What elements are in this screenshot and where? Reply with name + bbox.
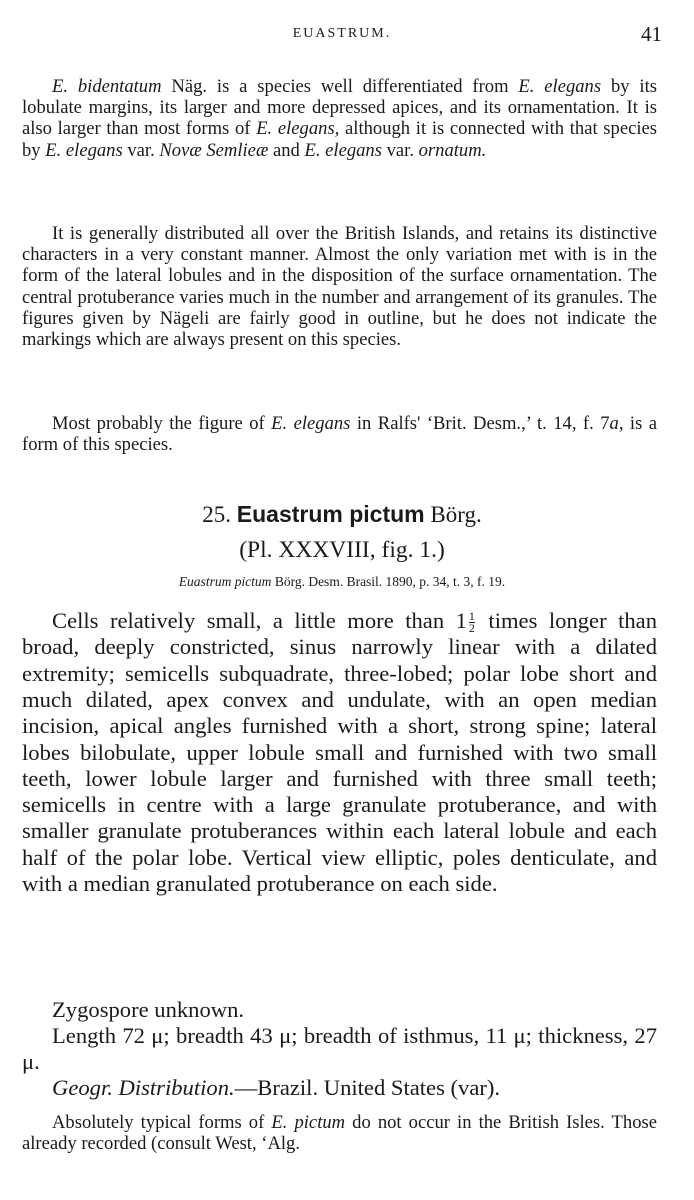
literature-citation bbox=[22, 574, 662, 590]
species-description bbox=[22, 608, 657, 897]
geographic-distribution bbox=[22, 1075, 657, 1101]
species-number: 25. bbox=[202, 502, 232, 527]
variety-name: Novæ Semlieæ bbox=[159, 139, 269, 161]
running-head bbox=[22, 22, 662, 52]
species-name: E. elegans, bbox=[256, 118, 340, 140]
citation-text: Börg. Desm. Brasil. 1890, p. 34, t. 3, f. 19. bbox=[271, 574, 506, 589]
variety-name: ornatum. bbox=[418, 139, 487, 161]
text-span: and bbox=[268, 139, 305, 161]
page-number: 41 bbox=[641, 22, 662, 46]
text-span: times longer than broad, deeply constricted, sinus narrowly linear with a dilated extremity; semicells subquadrate, three-lobed; polar lobe short and much dilated, apex convex and undulate, with an open median incision, apical angles furnished with a short, strong spine; lateral lobes bilobulate, upper lobule small and furnished with two small teeth, lower lobule larger and furnished with three small teeth; semicells in centre with a large granulate protuberance, and with smaller granulate protuberances within each lateral lobule and each half of the polar lobe. Vertical view elliptic, poles denticulate, and with a median granulated protuberance on each side. bbox=[22, 608, 657, 896]
running-title: EUASTRUM. bbox=[292, 26, 392, 41]
text-span: var. bbox=[122, 139, 160, 161]
species-heading bbox=[22, 501, 662, 528]
text-span: do not occur in the British Isles. Those already recorded (consult West, ‘Alg. bbox=[22, 1112, 657, 1155]
fraction-one-half bbox=[469, 611, 475, 634]
species-name: E. bidentatum bbox=[52, 76, 162, 97]
species-name: E. pictum bbox=[271, 1112, 346, 1133]
closing-paragraph bbox=[22, 1112, 657, 1154]
citation-species: Euastrum pictum bbox=[178, 574, 272, 589]
paragraph-ralfs-figure bbox=[22, 413, 657, 455]
species-name: E. elegans bbox=[304, 139, 382, 161]
fraction-denominator: 2 bbox=[468, 621, 475, 636]
text-span: in Ralfs' ‘Brit. Desm.,’ t. 14, f. 7 bbox=[350, 413, 610, 434]
paragraph-distribution-british: It is generally distributed all over the British Islands, and retains its distinctive characters in a very constant manner. Almost the only variation met with is in the form of the lateral lobules and in the disposition of the surface ornamentation. The central protuberance varies much in the number and arrangement of its granules. The figures given by Nägeli are fairly good in outline, but he does not indicate the markings which are always present on this species. bbox=[22, 223, 657, 351]
dimensions: Length 72 μ; breadth 43 μ; breadth of isthmus, 11 μ; thickness, 27 μ. bbox=[22, 1023, 657, 1075]
text-span: Cells relatively small, a little more than 1 bbox=[52, 608, 467, 633]
text-span: Most probably the figure of bbox=[52, 413, 272, 434]
text-span: var. bbox=[381, 139, 419, 161]
text-span: although it is connected with that species by bbox=[22, 118, 658, 161]
species-name: E. elegans bbox=[45, 139, 123, 161]
species-title: Euastrum pictum bbox=[236, 501, 425, 527]
text-span: by its lobulate margins, its larger and more depressed apices, and its ornamentation. It is also larger than most forms of bbox=[22, 76, 657, 140]
text-span: Absolutely typical forms of bbox=[52, 1112, 272, 1133]
paragraph-bidentatum bbox=[22, 76, 657, 161]
text-span: , is a form of this species. bbox=[22, 413, 658, 456]
species-name: E. elegans bbox=[271, 413, 351, 434]
species-name: E. elegans bbox=[518, 76, 602, 97]
fraction-numerator: 1 bbox=[468, 609, 475, 624]
zygospore-note: Zygospore unknown. bbox=[52, 997, 245, 1022]
text-span: Näg. is a species well differentiated from bbox=[161, 76, 519, 97]
distribution-text: —Brazil. United States (var). bbox=[234, 1075, 501, 1100]
plate-reference: (Pl. XXXVIII, fig. 1.) bbox=[239, 537, 445, 563]
figure-letter: a bbox=[609, 413, 619, 434]
distribution-label: Geogr. Distribution. bbox=[52, 1075, 235, 1100]
species-author: Börg. bbox=[430, 502, 482, 527]
